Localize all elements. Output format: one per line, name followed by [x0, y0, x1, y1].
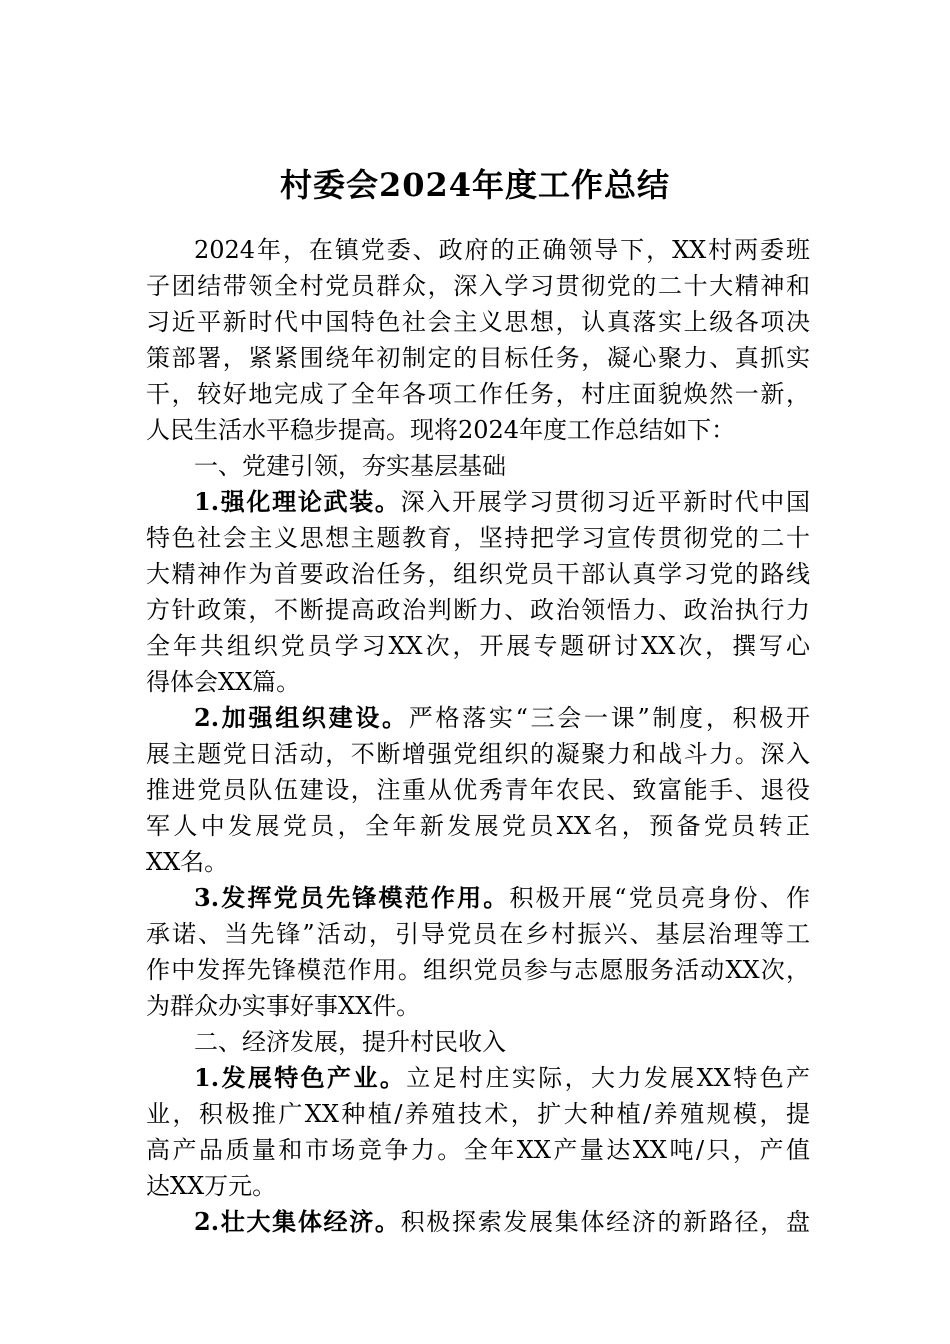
paragraph-line: 方针政策，不断提高政治判断力、政治领悟力、政治执行力	[146, 596, 810, 624]
paragraph-line: 策部署，紧紧围绕年初制定的目标任务，凝心聚力、真抓实	[146, 344, 810, 372]
item-heading: 2.加强组织建设。	[194, 703, 409, 732]
paragraph-line: 子团结带领全村党员群众，深入学习贯彻党的二十大精神和	[146, 272, 810, 300]
item-heading: 2.壮大集体经济。	[194, 1207, 401, 1236]
paragraph-line: 习近平新时代中国特色社会主义思想，认真落实上级各项决	[146, 308, 810, 336]
paragraph-line: 1.强化理论武装。深入开展学习贯彻习近平新时代中国	[194, 487, 811, 516]
item-heading: 3.发挥党员先锋模范作用。	[194, 883, 510, 912]
paragraph-line: 2024年，在镇党委、政府的正确领导下，XX村两委班	[194, 236, 810, 264]
paragraph-line: 军人中发展党员，全年新发展党员XX名，预备党员转正	[146, 812, 810, 840]
paragraph-line: 人民生活水平稳步提高。现将2024年度工作总结如下：	[146, 416, 736, 444]
paragraph-line: 干，较好地完成了全年各项工作任务，村庄面貌焕然一新，	[146, 380, 810, 408]
paragraph-line: 高产品质量和市场竞争力。全年XX产量达XX吨/只，产值	[146, 1136, 810, 1164]
paragraph-line: 为群众办实事好事XX件。	[146, 992, 421, 1020]
paragraph-line: 2.加强组织建设。严格落实“三会一课”制度，积极开	[194, 703, 810, 732]
paragraph-line: 推进党员队伍建设，注重从优秀青年农民、致富能手、退役	[146, 776, 810, 804]
paragraph-line: 大精神作为首要政治任务，组织党员干部认真学习党的路线	[146, 560, 810, 588]
paragraph-line: XX名。	[146, 848, 229, 876]
paragraph-line: 展主题党日活动，不断增强党组织的凝聚力和战斗力。深入	[146, 740, 810, 768]
paragraph-line: 承诺、当先锋”活动，引导党员在乡村振兴、基层治理等工	[146, 920, 810, 948]
item-heading: 1.发展特色产业。	[194, 1063, 407, 1092]
document-title: 村委会2024年度工作总结	[279, 166, 671, 204]
section-heading: 一、党建引领，夯实基层基础	[194, 452, 506, 480]
paragraph-line: 作中发挥先锋模范作用。组织党员参与志愿服务活动XX次，	[146, 956, 810, 984]
paragraph-line: 1.发展特色产业。立足村庄实际，大力发展XX特色产	[194, 1063, 810, 1092]
paragraph-line: 业，积极推广XX种植/养殖技术，扩大种植/养殖规模，提	[146, 1100, 810, 1128]
paragraph-line: 特色社会主义思想主题教育，坚持把学习宣传贯彻党的二十	[146, 524, 810, 552]
paragraph-line: 3.发挥党员先锋模范作用。积极开展“党员亮身份、作	[194, 883, 810, 912]
paragraph-line: 得体会XX篇。	[146, 668, 301, 696]
paragraph-line: 达XX万元。	[146, 1172, 277, 1200]
paragraph-line: 2.壮大集体经济。积极探索发展集体经济的新路径，盘	[194, 1207, 811, 1236]
section-heading: 二、经济发展，提升村民收入	[194, 1028, 506, 1056]
item-heading: 1.强化理论武装。	[194, 487, 401, 516]
paragraph-line: 全年共组织党员学习XX次，开展专题研讨XX次，撰写心	[146, 632, 810, 660]
